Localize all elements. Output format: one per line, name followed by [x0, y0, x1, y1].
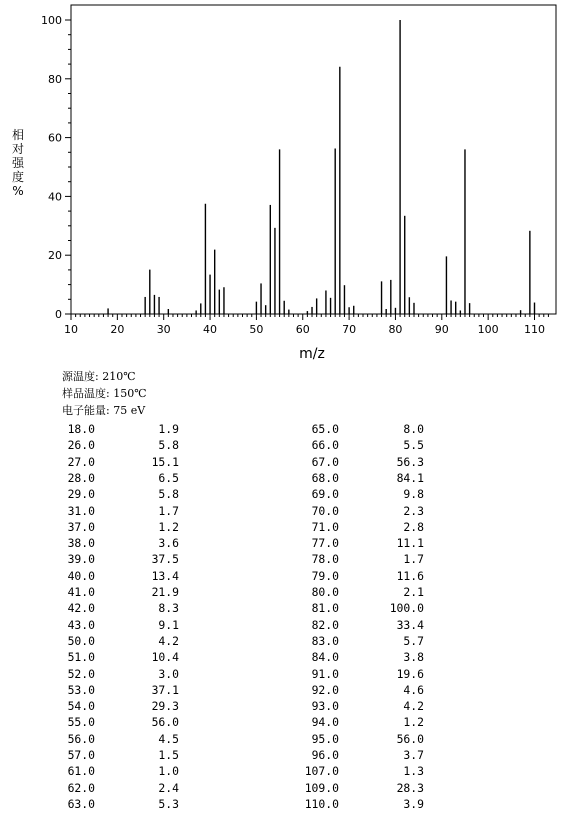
intensity-cell: 3.0 [158, 666, 179, 681]
intensity-cell: 11.6 [396, 568, 424, 583]
intensity-cell: 5.8 [158, 487, 179, 502]
intensity-cell: 56.0 [151, 715, 179, 730]
mz-cell: 66.0 [311, 438, 339, 453]
y-axis-label [10, 128, 26, 198]
table-row [0, 781, 570, 797]
intensity-cell: 9.1 [158, 617, 179, 632]
intensity-cell: 37.1 [151, 682, 179, 697]
intensity-cell: 33.4 [396, 617, 424, 632]
mz-cell: 70.0 [311, 503, 339, 518]
table-row [0, 699, 570, 715]
table-row [0, 438, 570, 454]
source-temperature: 源温度: 210℃ [62, 370, 136, 383]
table-row [0, 601, 570, 617]
sample-temperature: 样品温度: 150℃ [62, 387, 147, 400]
y-axis-label-char: 度 [11, 170, 24, 184]
intensity-cell: 2.8 [403, 519, 424, 534]
plot-frame [71, 5, 556, 314]
intensity-cell: 5.8 [158, 438, 179, 453]
mz-cell: 71.0 [311, 519, 339, 534]
intensity-cell: 84.1 [396, 470, 424, 485]
mz-cell: 82.0 [311, 617, 339, 632]
intensity-cell: 3.8 [403, 650, 424, 665]
mz-cell: 107.0 [304, 764, 339, 779]
x-tick-label: 80 [388, 323, 403, 336]
mz-cell: 77.0 [311, 536, 339, 551]
intensity-cell: 1.7 [403, 552, 424, 567]
y-axis-label-char: 相 [11, 128, 24, 142]
table-row [0, 569, 570, 585]
intensity-cell: 3.6 [158, 536, 179, 551]
intensity-cell: 5.5 [403, 438, 424, 453]
mz-cell: 54.0 [67, 699, 95, 714]
mz-cell: 79.0 [311, 568, 339, 583]
intensity-cell: 28.3 [396, 780, 424, 795]
table-row [0, 732, 570, 748]
x-tick-label: 20 [110, 323, 125, 336]
mz-cell: 67.0 [311, 454, 339, 469]
x-tick-label: 50 [249, 323, 264, 336]
table-row [0, 618, 570, 634]
mz-cell: 93.0 [311, 699, 339, 714]
mz-cell: 62.0 [67, 780, 95, 795]
intensity-cell: 4.5 [158, 731, 179, 746]
mz-cell: 26.0 [67, 438, 95, 453]
x-tick-label: 110 [524, 323, 545, 336]
table-row [0, 764, 570, 780]
mz-cell: 61.0 [67, 764, 95, 779]
axes [41, 14, 548, 336]
y-tick-label: 80 [48, 72, 62, 86]
intensity-cell: 13.4 [151, 568, 179, 583]
table-row [0, 748, 570, 764]
instrument-conditions [62, 368, 147, 419]
table-row [0, 683, 570, 699]
mz-cell: 42.0 [67, 601, 95, 616]
y-tick-label: 40 [48, 190, 62, 204]
intensity-cell: 37.5 [151, 552, 179, 567]
x-tick-label: 90 [434, 323, 449, 336]
y-tick-label: 0 [55, 308, 62, 321]
intensity-cell: 2.4 [158, 780, 179, 795]
intensity-cell: 4.6 [403, 682, 424, 697]
mz-cell: 31.0 [67, 503, 95, 518]
table-row [0, 471, 570, 487]
mz-cell: 56.0 [67, 731, 95, 746]
intensity-cell: 11.1 [396, 536, 424, 551]
mz-cell: 84.0 [311, 650, 339, 665]
mz-cell: 52.0 [67, 666, 95, 681]
mz-cell: 53.0 [67, 682, 95, 697]
mz-cell: 69.0 [311, 487, 339, 502]
intensity-cell: 100.0 [389, 601, 424, 616]
x-tick-label: 10 [64, 323, 78, 336]
mz-cell: 95.0 [311, 731, 339, 746]
mz-cell: 28.0 [67, 470, 95, 485]
table-row [0, 422, 570, 438]
intensity-cell: 5.7 [403, 633, 424, 648]
y-axis-label-char: 对 [11, 142, 24, 156]
mz-cell: 65.0 [311, 422, 339, 436]
intensity-cell: 15.1 [151, 454, 179, 469]
table-row [0, 455, 570, 471]
table-row [0, 536, 570, 552]
intensity-cell: 8.3 [158, 601, 179, 616]
x-tick-label: 40 [203, 323, 218, 336]
mz-cell: 94.0 [311, 715, 339, 730]
x-tick-label: 60 [295, 323, 310, 336]
mz-cell: 78.0 [311, 552, 339, 567]
mz-cell: 37.0 [67, 519, 95, 534]
mz-cell: 43.0 [67, 617, 95, 632]
x-tick-label: 30 [156, 323, 171, 336]
intensity-cell: 3.9 [403, 796, 424, 811]
mz-cell: 39.0 [67, 552, 95, 567]
mz-cell: 80.0 [311, 585, 339, 599]
intensity-cell: 56.0 [396, 731, 424, 746]
intensity-cell: 1.0 [158, 764, 179, 779]
mz-cell: 40.0 [67, 568, 95, 583]
intensity-cell: 1.2 [403, 715, 424, 730]
table-row [0, 552, 570, 568]
intensity-cell: 10.4 [151, 650, 179, 665]
intensity-cell: 29.3 [151, 699, 179, 714]
plot-border [71, 5, 556, 314]
table-row [0, 650, 570, 666]
mz-cell: 29.0 [67, 487, 95, 502]
mz-cell: 91.0 [311, 666, 339, 681]
intensity-cell: 2.1 [403, 585, 424, 599]
y-axis-label-char: 强 [11, 156, 24, 170]
intensity-cell: 6.5 [158, 470, 179, 485]
mz-cell: 55.0 [67, 715, 95, 730]
electron-energy: 电子能量: 75 eV [62, 404, 146, 417]
mz-cell: 51.0 [67, 650, 95, 665]
table-row [0, 504, 570, 520]
intensity-cell: 1.9 [158, 422, 179, 436]
mz-cell: 68.0 [311, 470, 339, 485]
intensity-cell: 2.3 [403, 503, 424, 518]
intensity-cell: 56.3 [396, 454, 424, 469]
mz-cell: 110.0 [304, 796, 339, 811]
mz-cell: 38.0 [67, 536, 95, 551]
mz-cell: 83.0 [311, 633, 339, 648]
x-tick-label: 100 [477, 323, 499, 336]
y-tick-label: 100 [41, 14, 62, 27]
table-row [0, 634, 570, 650]
intensity-cell: 21.9 [151, 585, 179, 599]
intensity-cell: 1.7 [158, 503, 179, 518]
mz-cell: 63.0 [67, 796, 95, 811]
table-row [0, 715, 570, 731]
intensity-cell: 9.8 [403, 487, 424, 502]
y-tick-label: 60 [48, 131, 62, 145]
intensity-cell: 5.3 [158, 796, 179, 811]
y-tick-label: 20 [48, 249, 62, 263]
peak-bars [108, 20, 534, 314]
mz-cell: 81.0 [311, 601, 339, 616]
table-row [0, 667, 570, 683]
table-row [0, 585, 570, 601]
intensity-cell: 3.7 [403, 748, 424, 762]
intensity-cell: 19.6 [396, 666, 424, 681]
table-row [0, 797, 570, 813]
mz-cell: 109.0 [304, 780, 339, 795]
y-axis-label-char: % [12, 184, 24, 198]
intensity-cell: 1.5 [158, 748, 179, 762]
table-row [0, 487, 570, 503]
x-axis-label: m/z [299, 346, 325, 362]
mz-cell: 96.0 [311, 748, 339, 762]
intensity-cell: 4.2 [158, 633, 179, 648]
mz-cell: 92.0 [311, 682, 339, 697]
mz-cell: 57.0 [67, 748, 95, 762]
table-row [0, 520, 570, 536]
mass-spectrum-chart [0, 0, 570, 370]
mz-cell: 18.0 [67, 422, 95, 436]
x-tick-label: 70 [342, 323, 357, 336]
mz-cell: 50.0 [67, 633, 95, 648]
intensity-cell: 1.3 [403, 764, 424, 779]
mz-cell: 41.0 [67, 585, 95, 599]
intensity-cell: 1.2 [158, 519, 179, 534]
mz-cell: 27.0 [67, 454, 95, 469]
intensity-cell: 4.2 [403, 699, 424, 714]
intensity-cell: 8.0 [403, 422, 424, 436]
